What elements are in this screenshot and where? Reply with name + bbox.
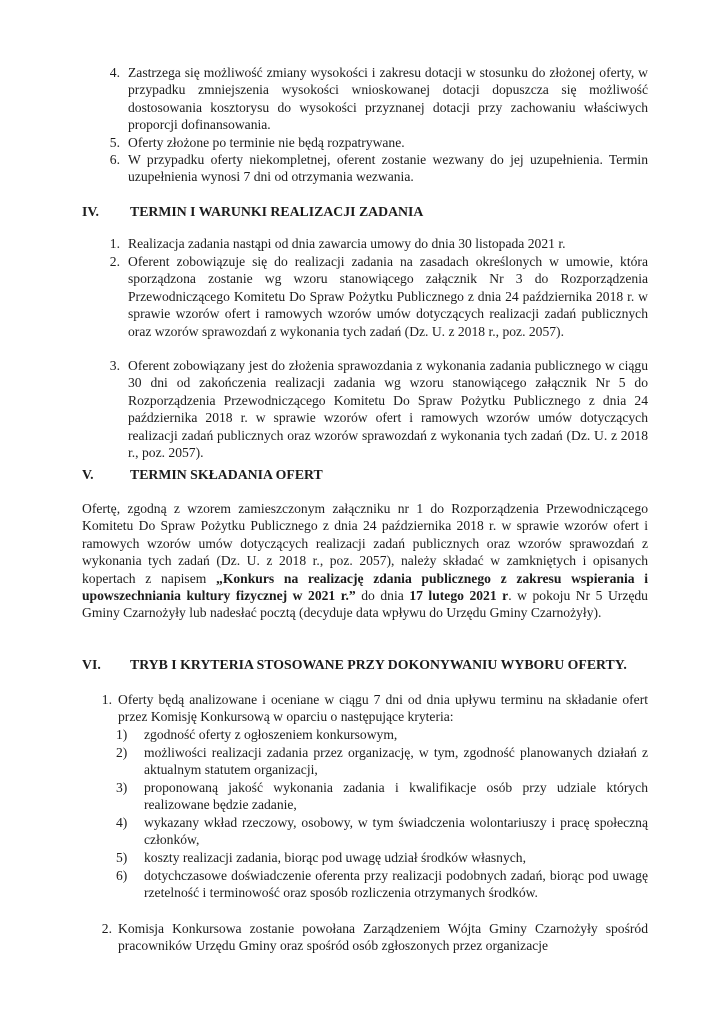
item-number: 2. (109, 254, 120, 269)
section-number: VI. (82, 657, 101, 672)
section-heading: TRYB I KRYTERIA STOSOWANE PRZY DOKONYWANIU WYBORU OFERTY. (130, 657, 627, 672)
section-number: IV. (82, 204, 100, 219)
contest-name: „Konkurs na realizację zdania publicznego z zakresu wspierania i upowszechniania kultury fizycznej w 2021 r.” (82, 570, 649, 604)
item-number: 1. (109, 236, 120, 251)
criterion-number: 5) (116, 850, 128, 865)
item-number: 3. (109, 358, 120, 373)
criterion-number: 6) (116, 868, 128, 883)
section-heading: TERMIN SKŁADANIA OFERT (130, 467, 323, 482)
criterion-text: możliwości realizacji zadania przez organizację, w tym, zgodność planowanych działań z aktualnym statutem organizacji, (144, 745, 648, 778)
list-item-text: Oferty będą analizowane i oceniane w ciągu 7 dni od dnia upływu terminu na składanie ofert przez Komisję Konkursową w oparciu o następujące kryteria: (118, 692, 648, 725)
item-number: 4. (109, 65, 120, 80)
list-item-text: W przypadku oferty niekompletnej, oferent zostanie wezwany do jej uzupełnienia. Termin uzupełnienia wynosi 7 dni od otrzymania wezwania. (128, 152, 648, 185)
list-item-text: Oferty złożone po terminie nie będą rozpatrywane. (128, 135, 405, 150)
criterion-number: 3) (116, 780, 128, 795)
list-item-text: Oferent zobowiązany jest do złożenia sprawozdania z wykonania zadania publicznego w ciągu 30 dni od zakończenia realizacji zadania wg wzoru stanowiącego załącznik Nr 5 do Rozporządzenia Przewodniczącego Komitetu Do Spraw Pożytku Publicznego z dnia 24 października 2018 r. w sprawie wzorów ofert i ramowych wzorów umów dotyczących realizacji zadań publicznych oraz wzorów sprawozdań z wykonania tych zadań (Dz. U. z 2018 r., poz. 2057). (128, 358, 648, 461)
list-item-text: Komisja Konkursowa zostanie powołana Zarządzeniem Wójta Gminy Czarnożyły spośród pracowników Urzędu Gminy oraz spośród osób zgłoszonych przez organizacje (118, 921, 648, 954)
deadline-date: 17 lutego 2021 r (409, 588, 509, 604)
criterion-text: dotychczasowe doświadczenie oferenta przy realizacji podobnych zadań, biorąc pod uwagę rzetelność i terminowość oraz sposób rozliczenia otrzymanych środków. (144, 868, 648, 901)
item-number: 6. (109, 152, 120, 167)
item-number: 2. (101, 921, 112, 936)
list-item-text: Realizacja zadania nastąpi od dnia zawarcia umowy do dnia 30 listopada 2021 r. (128, 236, 566, 251)
section-number: V. (82, 467, 94, 482)
section-heading: TERMIN I WARUNKI REALIZACJI ZADANIA (130, 204, 424, 219)
criterion-text: proponowaną jakość wykonania zadania i kwalifikacje osób przy udziale których realizowane będzie zadanie, (144, 780, 648, 813)
criterion-text: koszty realizacji zadania, biorąc pod uwagę udział środków własnych, (144, 850, 526, 865)
item-number: 1. (101, 692, 112, 707)
list-item-text: Oferent zobowiązuje się do realizacji zadania na zasadach określonych w umowie, która sporządzona zostanie wg wzoru stanowiącego załącznik Nr 3 do Rozporządzenia Przewodniczącego Komitetu Do Spraw Pożytku Publicznego z dnia 24 października 2018 r. w sprawie wzorów ofert i ramowych wzorów umów dotyczących realizacji zadań publicznych oraz wzorów sprawozdań z wykonania tych zadań (Dz. U. z 2018 r., poz. 2057). (128, 254, 648, 339)
item-number: 5. (109, 135, 120, 150)
list-item-text: Zastrzega się możliwość zmiany wysokości i zakresu dotacji w stosunku do złożonej oferty, w przypadku zmniejszenia wysokości wnioskowanej dotacji dopuszcza się możliwość dostosowania kosztorysu do wysokości przyznanej dotacji przy zachowaniu właściwych proporcji dofinansowania. (128, 65, 648, 133)
criterion-text: wykazany wkład rzeczowy, osobowy, w tym świadczenia wolontariuszy i pracę społeczną członków, (144, 815, 648, 848)
criterion-number: 1) (116, 727, 128, 742)
criterion-number: 4) (116, 815, 128, 830)
criterion-text: zgodność oferty z ogłoszeniem konkursowym, (144, 727, 398, 742)
submission-paragraph: Ofertę, zgodną z wzorem zamieszczonym załączniku nr 1 do Rozporządzenia Przewodniczącego Komitetu Do Spraw Pożytku Publicznego z dnia 24 października 2018 r. w sprawie wzorów ofert i ramowych wzorów umów dotyczących realizacji zadań publicznych oraz wzorów sprawozdań z wykonania tych zadań (Dz. U. z 2018 r., poz. 2057), należy składać w zamkniętych i opisanych kopertach z napisem „Konkurs na realizację zdania publicznego z zakresu wspierania i upowszechniania kultury fizycznej w 2021 r.” do dnia 17 lutego 2021 r. w pokoju Nr 5 Urzędu Gminy Czarnożyły lub nadesłać pocztą (decyduje data wpływu do Urzędu Gminy Czarnożyły). (82, 501, 649, 621)
criterion-number: 2) (116, 745, 128, 760)
